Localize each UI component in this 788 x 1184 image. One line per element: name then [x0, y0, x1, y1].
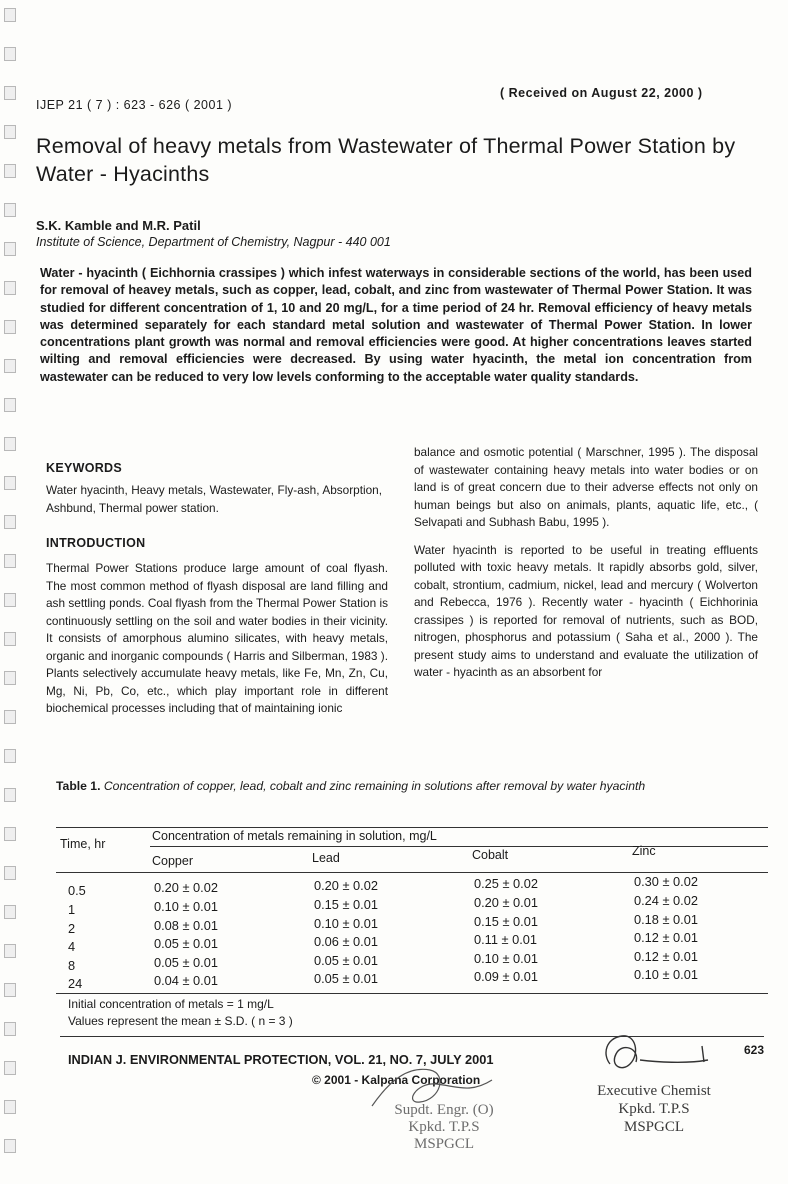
- stamp-left-line2: Kpkd. T.P.S: [408, 1119, 480, 1135]
- stamp-right-line1: Executive Chemist: [597, 1083, 711, 1099]
- table-cell-cobalt: 0.11 ± 0.01: [474, 932, 537, 947]
- table-cell-time: 0.5: [68, 883, 86, 898]
- binder-hole: [4, 1022, 16, 1036]
- table-cell-copper: 0.08 ± 0.01: [154, 918, 218, 933]
- table-cell-cobalt: 0.15 ± 0.01: [474, 914, 538, 929]
- binder-hole: [4, 1061, 16, 1075]
- table-note-values: Values represent the mean ± S.D. ( n = 3 ): [68, 1014, 293, 1028]
- table-cell-time: 8: [68, 958, 76, 973]
- stamp-left-line1: Supdt. Engr. (O): [394, 1102, 494, 1118]
- table-cell-zinc: 0.18 ± 0.01: [634, 912, 698, 927]
- right-column-text: [414, 444, 758, 692]
- introduction-heading: INTRODUCTION: [46, 536, 146, 550]
- table-cell-cobalt: 0.09 ± 0.01: [474, 969, 538, 984]
- stamp-left: [380, 1102, 508, 1153]
- binder-hole: [4, 242, 16, 256]
- binder-hole: [4, 749, 16, 763]
- received-date: ( Received on August 22, 2000 ): [500, 86, 703, 100]
- table-cell-lead: 0.06 ± 0.01: [314, 934, 378, 949]
- binder-hole: [4, 164, 16, 178]
- binder-hole: [4, 8, 16, 22]
- binder-hole: [4, 515, 16, 529]
- table-note-initial: Initial concentration of metals = 1 mg/L: [68, 997, 274, 1011]
- binder-hole: [4, 944, 16, 958]
- binder-hole: [4, 1139, 16, 1153]
- journal-footer: INDIAN J. ENVIRONMENTAL PROTECTION, VOL. 21, NO. 7, JULY 2001: [68, 1052, 494, 1067]
- table-cell-cobalt: 0.20 ± 0.01: [474, 895, 538, 910]
- stamp-left-line3: MSPGCL: [413, 1136, 475, 1152]
- table-cell-lead: 0.10 ± 0.01: [314, 916, 378, 931]
- page-number: 623: [744, 1043, 765, 1057]
- table-cell-lead: 0.15 ± 0.01: [314, 897, 378, 912]
- binder-hole: [4, 905, 16, 919]
- table-cell-zinc: 0.12 ± 0.01: [634, 930, 698, 945]
- binder-hole: [4, 710, 16, 724]
- table-top-rule: [56, 827, 768, 828]
- paragraph-water-hyacinth: Water hyacinth is reported to be useful in treating effluents polluted with toxic heavy metals. It rapidly absorbs gold, silver, cobalt, strontium, cadmium, nickel, lead and mercury ( Wolverton and Rebecca, 1976 ). Recently water - hyacinth ( Eichhorinia crassipes ) is reported for removal of nutrients, such as BOD, nitrogen, phosphorus and potassium ( Saha et al., 2000 ). The present study aims to understand and evaluate the utilization of water - hyacinth as an absorbent for: [414, 542, 758, 679]
- col-header-lead: Lead: [312, 851, 340, 865]
- concentration-header: Concentration of metals remaining in solution, mg/L: [152, 829, 437, 843]
- introduction-paragraph-1: Thermal Power Stations produce large amount of coal flyash. The most common method of flyash disposal are land filling and ash settling ponds. Coal flyash from the Thermal Power Station is continuously settling on the soil and water bodies in their vicinity. It consists of amorphous alumino silicates, with heavy metals, organic and inorganic compounds ( Harris and Silberman, 1983 ). Plants selectively accumulate heavy metals, like Fe, Mn, Zn, Cu, Mg, Ni, Pb, Co, etc., which play important role in different biochemical processes including that of maintaining ionic: [46, 561, 388, 715]
- table-cell-lead: 0.05 ± 0.01: [314, 953, 378, 968]
- copyright: © 2001 - Kalpana Corporation: [312, 1073, 481, 1087]
- binder-hole: [4, 554, 16, 568]
- citation: IJEP 21 ( 7 ) : 623 - 626 ( 2001 ): [36, 98, 233, 112]
- binder-hole: [4, 632, 16, 646]
- col-header-copper: Copper: [152, 854, 193, 868]
- table-cell-copper: 0.20 ± 0.02: [154, 880, 218, 895]
- binder-hole: [4, 398, 16, 412]
- table-cell-copper: 0.10 ± 0.01: [154, 899, 218, 914]
- table-label: Table 1.: [56, 779, 101, 793]
- institution: Institute of Science, Department of Chemistry, Nagpur - 440 001: [36, 235, 391, 249]
- table-cell-zinc: 0.24 ± 0.02: [634, 893, 698, 908]
- col-header-zinc: Zinc: [632, 844, 656, 858]
- binder-hole: [4, 476, 16, 490]
- binder-hole: [4, 1100, 16, 1114]
- header-bottom-rule: [56, 872, 768, 873]
- table-cell-cobalt: 0.10 ± 0.01: [474, 951, 538, 966]
- binder-hole: [4, 437, 16, 451]
- table-cell-time: 4: [68, 939, 76, 954]
- binder-holes: [4, 0, 18, 1184]
- table-cell-zinc: 0.30 ± 0.02: [634, 874, 698, 889]
- stamp-right: [578, 1082, 730, 1136]
- abstract: Water - hyacinth ( Eichhornia crassipes ) which infest waterways in considerable sections of the world, has been used for removal of heavey metals, such as copper, lead, cobalt, and zinc from wastewater of Thermal Power Station. It was studied for different concentration of 1, 10 and 20 mg/L, for a time period of 24 hr. Removal efficiency of heavy metals was determined separately for each standard metal solution and wastewater of Thermal Power Station. In lower concentrations plant growth was normal and removal efficiencies were good. At higher concentrations leaves started wilting and removal efficiencies were decreased. By using water hyacinth, the metal ion concentration from wastewater can be reduced to very low levels conforming to the acceptable water quality standards.: [40, 266, 752, 384]
- binder-hole: [4, 203, 16, 217]
- table-cell-zinc: 0.10 ± 0.01: [634, 967, 698, 982]
- authors: S.K. Kamble and M.R. Patil: [36, 218, 201, 233]
- table-bottom-rule: [56, 993, 768, 994]
- binder-hole: [4, 593, 16, 607]
- table-cell-copper: 0.04 ± 0.01: [154, 973, 218, 988]
- binder-hole: [4, 788, 16, 802]
- paper-title: Removal of heavy metals from Wastewater of Thermal Power Station by Water - Hyacinths: [36, 134, 736, 186]
- group-header-rule: [150, 846, 768, 847]
- table-cell-time: 2: [68, 921, 76, 936]
- binder-hole: [4, 983, 16, 997]
- binder-hole: [4, 359, 16, 373]
- col-header-cobalt: Cobalt: [472, 848, 509, 862]
- table-cell-lead: 0.20 ± 0.02: [314, 878, 378, 893]
- table-cell-copper: 0.05 ± 0.01: [154, 955, 218, 970]
- binder-hole: [4, 866, 16, 880]
- binder-hole: [4, 320, 16, 334]
- keywords-text: Water hyacinth, Heavy metals, Wastewater, Fly-ash, Absorption, Ashbund, Thermal power station.: [46, 483, 382, 515]
- binder-hole: [4, 671, 16, 685]
- binder-hole: [4, 827, 16, 841]
- table-cell-zinc: 0.12 ± 0.01: [634, 949, 698, 964]
- time-header: Time, hr: [60, 837, 106, 851]
- table-cell-time: 24: [68, 976, 83, 991]
- table-caption-text: Concentration of copper, lead, cobalt and zinc remaining in solutions after removal by water hyacinth: [103, 779, 646, 793]
- binder-hole: [4, 86, 16, 100]
- table-cell-time: 1: [68, 902, 76, 917]
- stamp-right-line3: MSPGCL: [623, 1119, 685, 1135]
- table-caption: [56, 778, 760, 794]
- binder-hole: [4, 281, 16, 295]
- keywords-heading: KEYWORDS: [46, 461, 123, 475]
- signature-right: [596, 1024, 726, 1084]
- stamp-right-line2: Kpkd. T.P.S: [618, 1101, 690, 1117]
- table-cell-copper: 0.05 ± 0.01: [154, 936, 218, 951]
- paragraph-balance: balance and osmotic potential ( Marschner, 1995 ). The disposal of wastewater containing heavy metals into water bodies or on land is of great concern due to their adverse effects not only on human beings but also on animals, plants, aquatic life, etc., ( Selvapati and Subhash Babu, 1995 ).: [414, 445, 758, 529]
- binder-hole: [4, 125, 16, 139]
- table-cell-cobalt: 0.25 ± 0.02: [474, 876, 538, 891]
- binder-hole: [4, 47, 16, 61]
- table-cell-lead: 0.05 ± 0.01: [314, 971, 378, 986]
